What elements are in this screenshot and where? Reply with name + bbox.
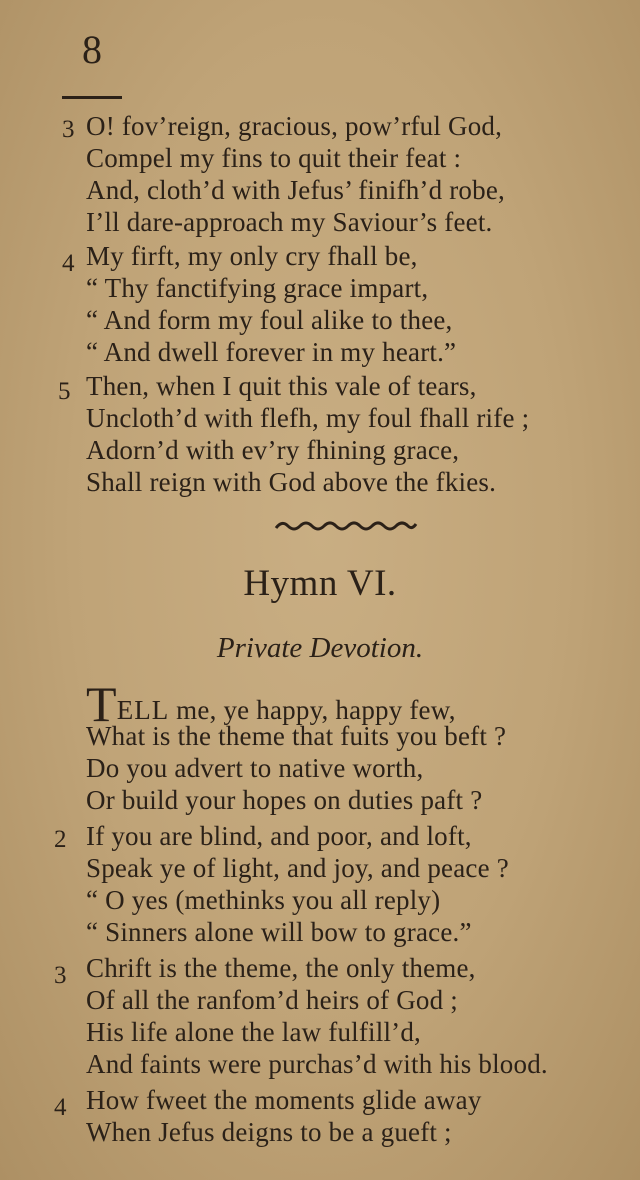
stanza-number: 4 xyxy=(54,1094,67,1121)
verse-line: And faints were purchas’d with his blood. xyxy=(86,1049,548,1079)
header-rule xyxy=(62,96,122,99)
verse-line: Uncloth’d with flefh, my foul fhall rife ; xyxy=(86,403,530,433)
verse-line: Chrift is the theme, the only theme, xyxy=(86,953,476,983)
verse-line: “ And form my foul alike to thee, xyxy=(86,305,453,335)
verse-line: “ O yes (methinks you all reply) xyxy=(86,885,441,915)
drop-cap: T xyxy=(86,676,117,732)
verse-line: Then, when I quit this vale of tears, xyxy=(86,371,477,401)
verse-line: I’ll dare-approach my Saviour’s feet. xyxy=(86,207,493,237)
verse-line: “ And dwell forever in my heart.” xyxy=(86,337,457,367)
stanza-number: 5 xyxy=(58,378,71,405)
verse-line: What is the theme that fuits you beft ? xyxy=(86,721,507,751)
verse-line: When Jefus deigns to be a gueft ; xyxy=(86,1117,452,1147)
verse-line: Adorn’d with ev’ry fhining grace, xyxy=(86,435,460,465)
hymn-subtitle: Private Devotion. xyxy=(216,632,424,664)
verse-line: Compel my fins to quit their feat : xyxy=(86,143,462,173)
verse-line: Do you advert to native worth, xyxy=(86,753,424,783)
stanza-number: 4 xyxy=(62,250,75,277)
verse-line: Shall reign with God above the fkies. xyxy=(86,467,497,497)
verse-line: O! fov’reign, gracious, pow’rful God, xyxy=(86,111,503,141)
verse-line: “ Thy fanctifying grace impart, xyxy=(86,273,429,303)
verse-line: And, cloth’d with Jefus’ finifh’d robe, xyxy=(86,175,505,205)
stanza-number: 2 xyxy=(54,826,67,853)
verse-line: How fweet the moments glide away xyxy=(86,1085,482,1115)
verse-line: If you are blind, and poor, and loft, xyxy=(86,821,472,851)
verse-line: “ Sinners alone will bow to grace.” xyxy=(86,917,472,947)
verse-line: His life alone the law fulfill’d, xyxy=(86,1017,422,1047)
verse-line: My firft, my only cry fhall be, xyxy=(86,241,418,271)
hymn-title: Hymn VI. xyxy=(243,563,397,604)
stanza-number: 3 xyxy=(54,962,67,989)
first-line-rest: me, ye happy, happy few, xyxy=(169,695,456,725)
ornament-divider xyxy=(274,518,418,534)
verse-line: Speak ye of light, and joy, and peace ? xyxy=(86,853,509,883)
verse-line: Or build your hopes on duties paft ? xyxy=(86,785,483,815)
stanza-number: 3 xyxy=(62,116,75,143)
verse-line: Of all the ranfom’d heirs of God ; xyxy=(86,985,458,1015)
page-number: 8 xyxy=(82,27,102,72)
small-caps-text: ELL xyxy=(116,695,170,725)
